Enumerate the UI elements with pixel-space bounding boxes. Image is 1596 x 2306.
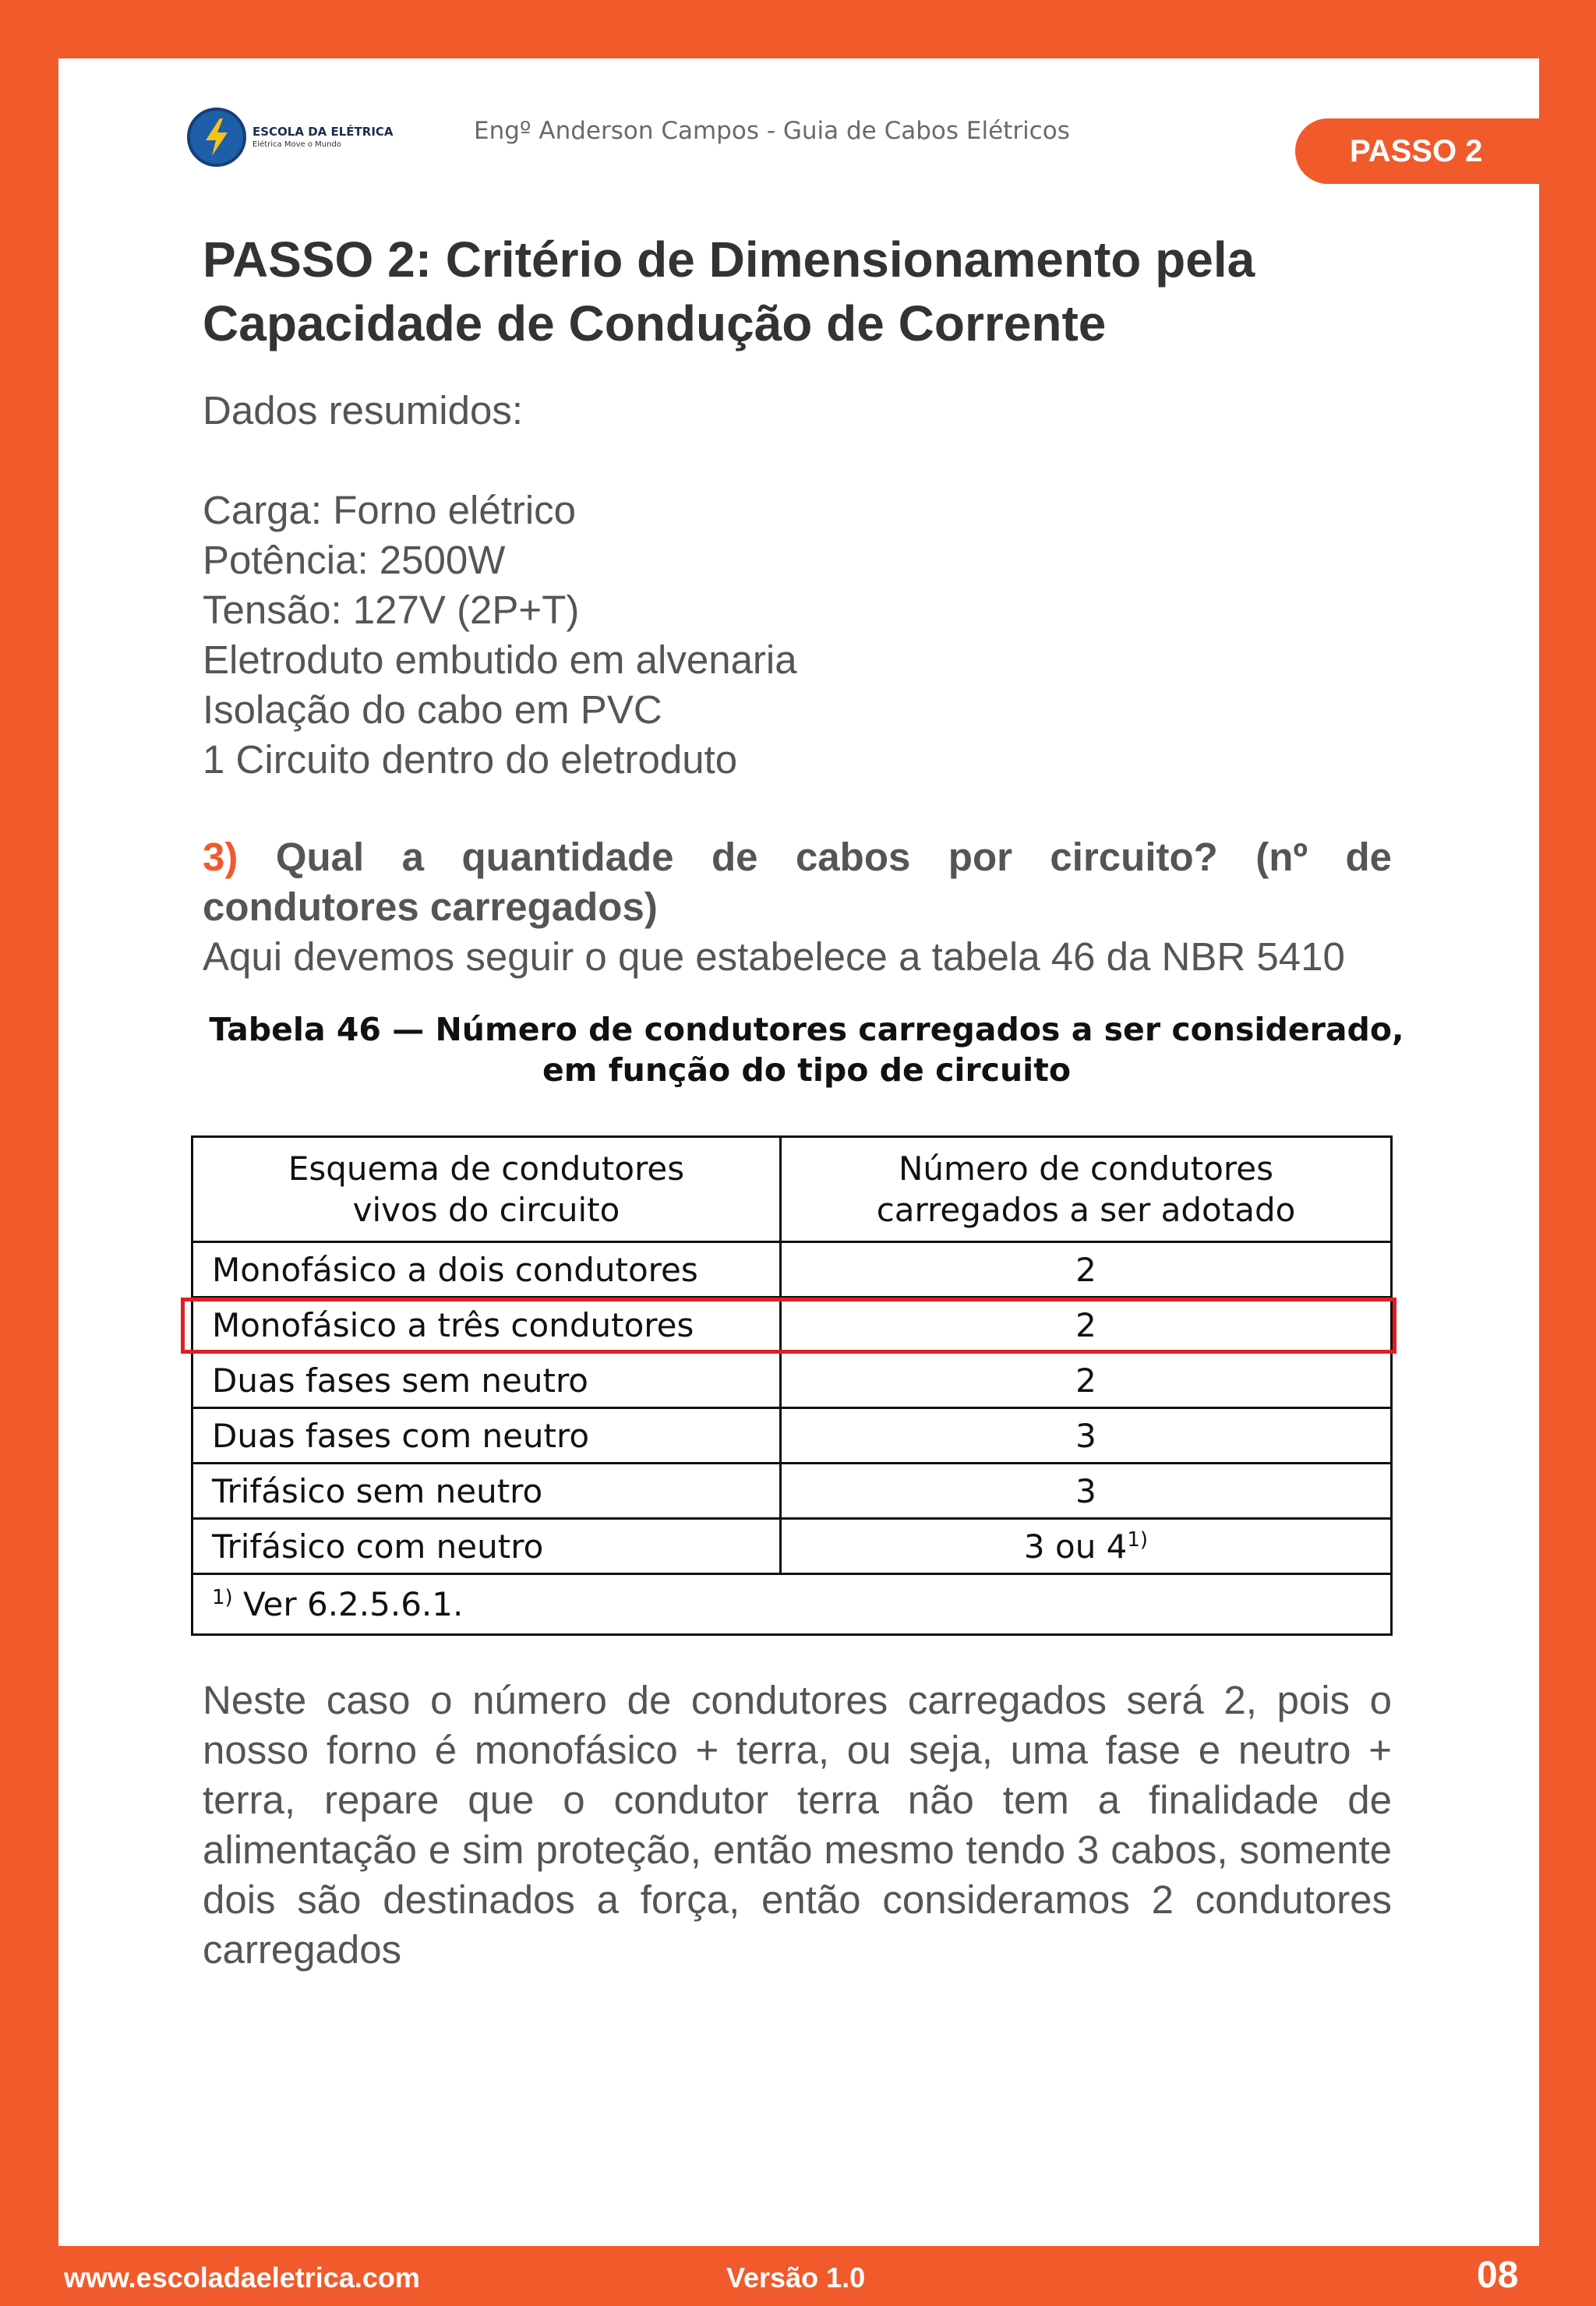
question-line-1 <box>203 832 1392 882</box>
page-title: PASSO 2: Critério de Dimensionamento pela Capacidade de Condução de Corrente <box>203 231 1255 351</box>
step-tab <box>1295 118 1540 184</box>
summary-item: Potência: 2500W <box>203 538 506 582</box>
summary-item: Tensão: 127V (2P+T) <box>203 588 580 632</box>
scheme-cell: Monofásico a dois condutores <box>192 1242 781 1298</box>
table-row <box>192 1519 1392 1574</box>
scheme-cell: Trifásico com neutro <box>192 1519 781 1574</box>
lightning-bolt-icon <box>187 108 246 167</box>
summary-block <box>203 386 797 785</box>
summary-item: Eletroduto embutido em alvenaria <box>203 637 797 682</box>
scheme-cell: Monofásico a três condutores <box>192 1298 781 1353</box>
question-followup: Aqui devemos seguir o que estabelece a tabela 46 da NBR 5410 <box>203 934 1345 979</box>
summary-item: Carga: Forno elétrico <box>203 488 577 532</box>
conductor-table <box>191 1135 1393 1636</box>
note-marker: 1) <box>212 1586 233 1609</box>
table-caption <box>191 1009 1422 1090</box>
header-subtitle: Engº Anderson Campos - Guia de Cabos Elétricos <box>474 117 1070 145</box>
count-cell: 2 <box>781 1242 1392 1298</box>
table-caption-line-1: Tabela 46 — Número de condutores carregados a ser considerado, <box>209 1011 1404 1048</box>
scheme-cell: Duas fases sem neutro <box>192 1353 781 1408</box>
question-block <box>203 832 1392 982</box>
step-tab-label: PASSO 2 <box>1350 133 1483 168</box>
question-number: 3) <box>203 835 238 879</box>
scheme-cell: Trifásico sem neutro <box>192 1464 781 1519</box>
question-line-2: condutores carregados) <box>203 885 658 929</box>
page-number: 08 <box>1477 2255 1519 2296</box>
logo-name: ESCOLA DA ELÉTRICA <box>252 124 394 139</box>
count-cell: 3 ou 4$^{1)}$ <box>781 1519 1392 1574</box>
summary-item: Isolação do cabo em PVC <box>203 687 662 732</box>
table-caption-line-2: em função do tipo de circuito <box>542 1051 1071 1089</box>
table-note-row <box>192 1574 1392 1635</box>
logo-tagline: Elétrica Move o Mundo <box>252 139 341 149</box>
summary-heading: Dados resumidos: <box>203 388 524 433</box>
footer-website-link[interactable]: www.escoladaeletrica.com <box>64 2262 420 2294</box>
table-row <box>192 1408 1392 1464</box>
count-cell: 3 <box>781 1464 1392 1519</box>
count-cell: 3 <box>781 1408 1392 1464</box>
brand-logo <box>187 108 394 167</box>
footnote-marker: 1) <box>1127 1527 1149 1552</box>
row-highlight-box <box>181 1298 1396 1354</box>
column-header-scheme: Esquema de condutores vivos do circuito <box>192 1137 781 1242</box>
table-row <box>192 1353 1392 1408</box>
table-row <box>192 1464 1392 1519</box>
table-row <box>192 1242 1392 1298</box>
table-header-row <box>192 1137 1392 1242</box>
conclusion-paragraph: Neste caso o número de condutores carregados será 2, pois o nosso forno é monofásico + terra, ou seja, uma fase e neutro + terra, repare que o condutor terra não tem a finalidade de alimentação e sim proteção, então mesmo tendo 3 cabos, somente dois são destinados a força, então consideramos 2 condutores carregados <box>203 1678 1392 1972</box>
footer-version: Versão 1.0 <box>726 2262 866 2294</box>
column-header-count: Número de condutores carregados a ser adotado <box>781 1137 1392 1242</box>
count-cell: 2 <box>781 1298 1392 1353</box>
summary-item: 1 Circuito dentro do eletroduto <box>203 737 738 782</box>
question-text: Qual a quantidade de cabos por circuito? (nº de <box>275 835 1392 879</box>
count-cell: 2 <box>781 1353 1392 1408</box>
table-note: $^{1)}$ Ver 6.2.5.6.1. <box>192 1574 1392 1635</box>
scheme-cell: Duas fases com neutro <box>192 1408 781 1464</box>
